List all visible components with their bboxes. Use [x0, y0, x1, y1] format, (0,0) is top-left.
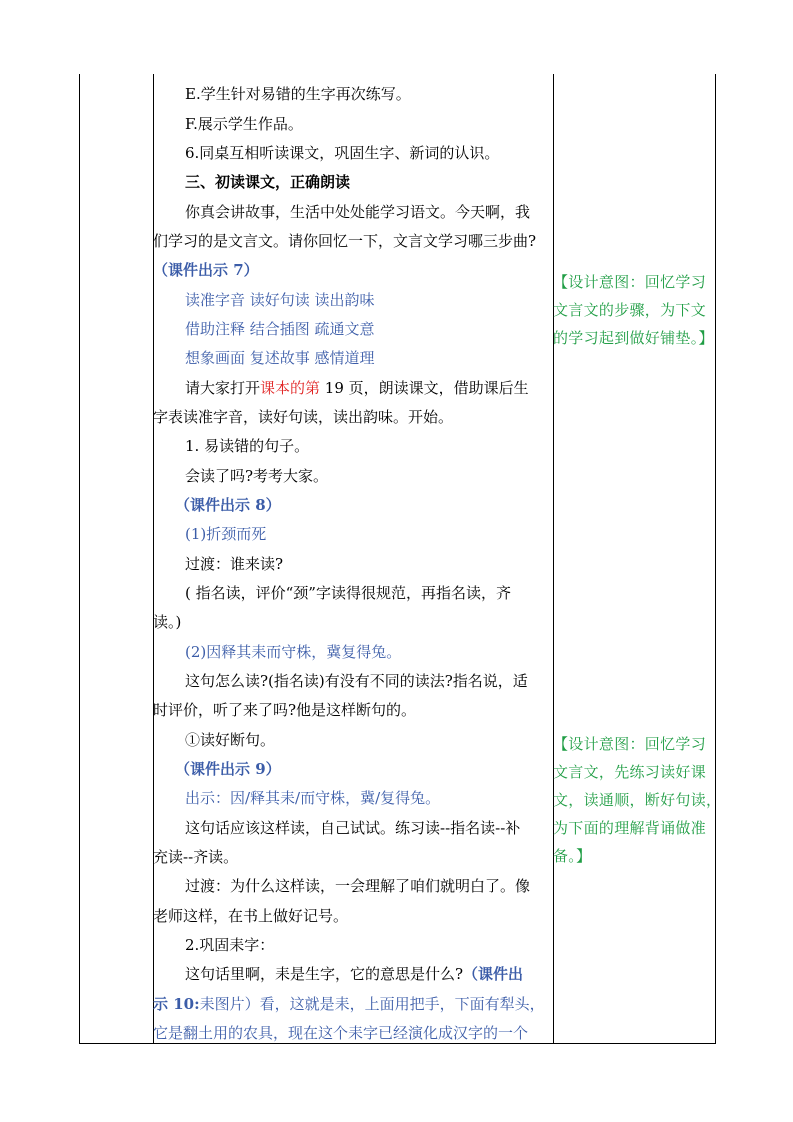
- text-segment: 请大家打开: [185, 379, 261, 397]
- text-segment: 耒图片）看，这就是耒，上面用把手，下面有犁头，: [199, 995, 545, 1013]
- step-line: 想象画面 复述故事 感情道理: [185, 349, 375, 367]
- text-line: 会读了吗?考考大家。: [185, 467, 329, 485]
- text-line: 你真会讲故事，生活中处处能学习语文。今天啊，我: [185, 203, 531, 221]
- note-line: 文言文的步骤，为下文: [553, 301, 707, 319]
- text-line: 6.同桌互相听读课文，巩固生字、新词的认识。: [185, 144, 500, 162]
- note-line: 文言文，先练习读好课: [553, 763, 707, 781]
- section-heading: 三、初读课文，正确朗读: [185, 173, 351, 191]
- text-line: 过渡：谁来读?: [185, 555, 284, 573]
- text-line: 2.巩固耒字：: [185, 936, 275, 954]
- note-line: 为下面的理解背诵做准: [553, 819, 707, 837]
- slide-cue: （课件出示 7）: [153, 261, 259, 279]
- text-line: 这句话应该这样读，自己试试。练习读--指名读--补: [185, 819, 521, 837]
- text-line: 这句怎么读?(指名读)有没有不同的读法?指名说，适: [185, 672, 528, 690]
- slide-cue: （课件出示 8）: [175, 496, 281, 514]
- text-line: E.学生针对易错的生字再次练写。: [185, 85, 411, 103]
- text-line: 读。): [153, 613, 182, 631]
- text-line: [185, 964, 523, 984]
- text-line: [185, 378, 529, 398]
- note-line: 备。】: [553, 847, 592, 865]
- example-sentence: (2)因释其耒而守株，冀复得兔。: [185, 643, 402, 661]
- step-line: 读准字音 读好句读 读出韵味: [185, 291, 375, 309]
- note-line: 的学习起到做好铺垫。】: [553, 329, 714, 347]
- slide-cue: （课件出示 9）: [175, 760, 281, 778]
- text-line: ①读好断句。: [185, 731, 276, 749]
- step-line: 借助注释 结合插图 疏通文意: [185, 320, 375, 338]
- note-line: 文，读通顺，断好句读，: [553, 791, 722, 809]
- highlight-text: 课本的第: [260, 379, 321, 397]
- note-line: 【设计意图：回忆学习: [553, 735, 707, 753]
- text-line: F.展示学生作品。: [185, 115, 303, 133]
- text-line: 老师这样，在书上做好记号。: [153, 907, 349, 925]
- column-divider-left: [153, 74, 154, 1043]
- text-line: 字表读准字音，读好句读，读出韵味。开始。: [153, 408, 454, 426]
- text-line: 它是翻土用的农具，现在这个耒字已经演化成汉字的一个: [153, 1024, 529, 1042]
- text-line: 过渡：为什么这样读，一会理解了咱们就明白了。像: [185, 877, 531, 895]
- example-sentence: (1)折颈而死: [185, 525, 267, 543]
- slide-cue: 示 10:: [153, 995, 200, 1013]
- column-divider-right: [553, 74, 554, 1043]
- text-line: [153, 994, 545, 1014]
- text-segment: 19 页，朗读课文，借助课后生: [320, 379, 529, 397]
- slide-cue: （课件出: [463, 965, 524, 983]
- text-line: ( 指名读，评价“颈”字读得很规范，再指名读，齐: [185, 584, 511, 602]
- text-line: 1. 易读错的句子。: [185, 437, 310, 455]
- text-line: 充读--齐读。: [153, 848, 239, 866]
- text-line: 们学习的是文言文。请你回忆一下，文言文学习哪三步曲?: [153, 232, 537, 250]
- text-segment: 这句话里啊，耒是生字，它的意思是什么?: [185, 965, 464, 983]
- design-intent-note: [553, 730, 722, 870]
- design-intent-note: [553, 268, 715, 352]
- note-line: 【设计意图：回忆学习: [553, 273, 707, 291]
- text-line: 时评价，听了来了吗?他是这样断句的。: [153, 701, 417, 719]
- example-sentence: 出示：因/释其耒/而守株，冀/复得兔。: [185, 789, 441, 807]
